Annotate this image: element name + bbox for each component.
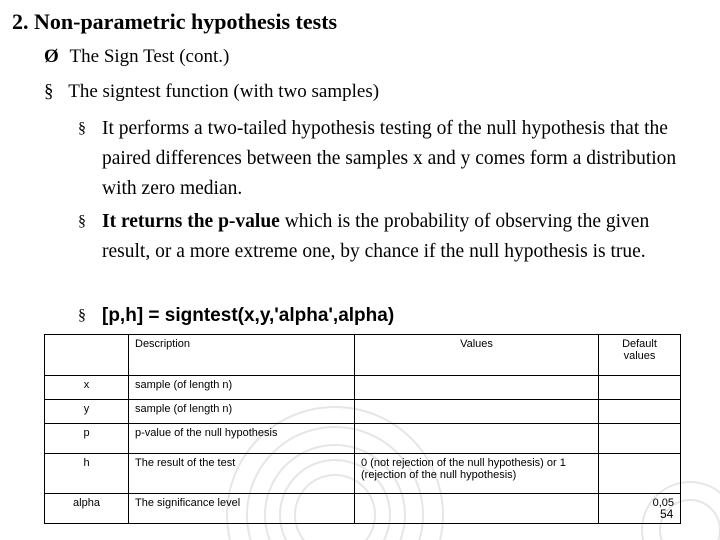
- slide-title: 2. Non-parametric hypothesis tests: [12, 9, 338, 34]
- table-row: [45, 400, 681, 424]
- table-cell: The result of the test: [129, 454, 355, 494]
- table-cell: h: [45, 454, 129, 494]
- level2-item: [44, 77, 379, 107]
- table-cell: sample (of length n): [129, 400, 355, 424]
- table-cell: [355, 400, 599, 424]
- table-header: Description: [129, 335, 355, 376]
- table-header: Default values: [599, 335, 681, 376]
- table-cell: sample (of length n): [129, 376, 355, 400]
- square-bullet-icon: §: [44, 81, 54, 102]
- level1-text: The Sign Test (cont.): [69, 46, 230, 67]
- bullet-body: It performs a two-tailed hypothesis testing of the null hypothesis that the paired differences between the samples x and y comes form a distribution with zero median.: [102, 118, 677, 199]
- level1-item: [44, 42, 229, 72]
- table-header: Values: [355, 335, 599, 376]
- table-cell: 0 (not rejection of the null hypothesis) or 1 (rejection of the null hypothesis): [355, 454, 599, 494]
- table-cell: p-value of the null hypothesis: [129, 424, 355, 454]
- bullet-body: [p,h] = signtest(x,y,'alpha',alpha): [102, 305, 395, 326]
- table-cell: [599, 424, 681, 454]
- bullet-text: [102, 207, 692, 267]
- table-cell: y: [45, 400, 129, 424]
- bullet-text: [102, 114, 692, 204]
- table-cell: p: [45, 424, 129, 454]
- bullet-emphasis: It returns the p-value: [102, 211, 280, 232]
- arrow-bullet-icon: Ø: [44, 46, 59, 67]
- square-bullet-icon: §: [78, 120, 86, 137]
- square-bullet-icon: §: [78, 213, 86, 230]
- table-cell: The significance level: [129, 494, 355, 524]
- table-row: [45, 424, 681, 454]
- table-row: [45, 494, 681, 524]
- table-row: [45, 376, 681, 400]
- table-cell: [599, 400, 681, 424]
- table-cell: alpha: [45, 494, 129, 524]
- table-cell: 0,05: [599, 494, 681, 524]
- table-cell: x: [45, 376, 129, 400]
- table-cell: [355, 494, 599, 524]
- level2-text: The signtest function (with two samples): [68, 81, 380, 102]
- function-signature: [102, 301, 692, 331]
- table-header-row: [45, 335, 681, 376]
- table-row: [45, 454, 681, 494]
- page-number: 54: [660, 507, 674, 521]
- table-cell: [599, 376, 681, 400]
- table-cell: [599, 454, 681, 494]
- table-cell: [355, 376, 599, 400]
- square-bullet-icon: §: [78, 307, 86, 324]
- table-header: [45, 335, 129, 376]
- bullet-body: which is the probability of observing the given result, or a more extreme one, by chance if the null hypothesis is true.: [102, 211, 650, 262]
- table-cell: [355, 424, 599, 454]
- parameter-table: [44, 334, 681, 524]
